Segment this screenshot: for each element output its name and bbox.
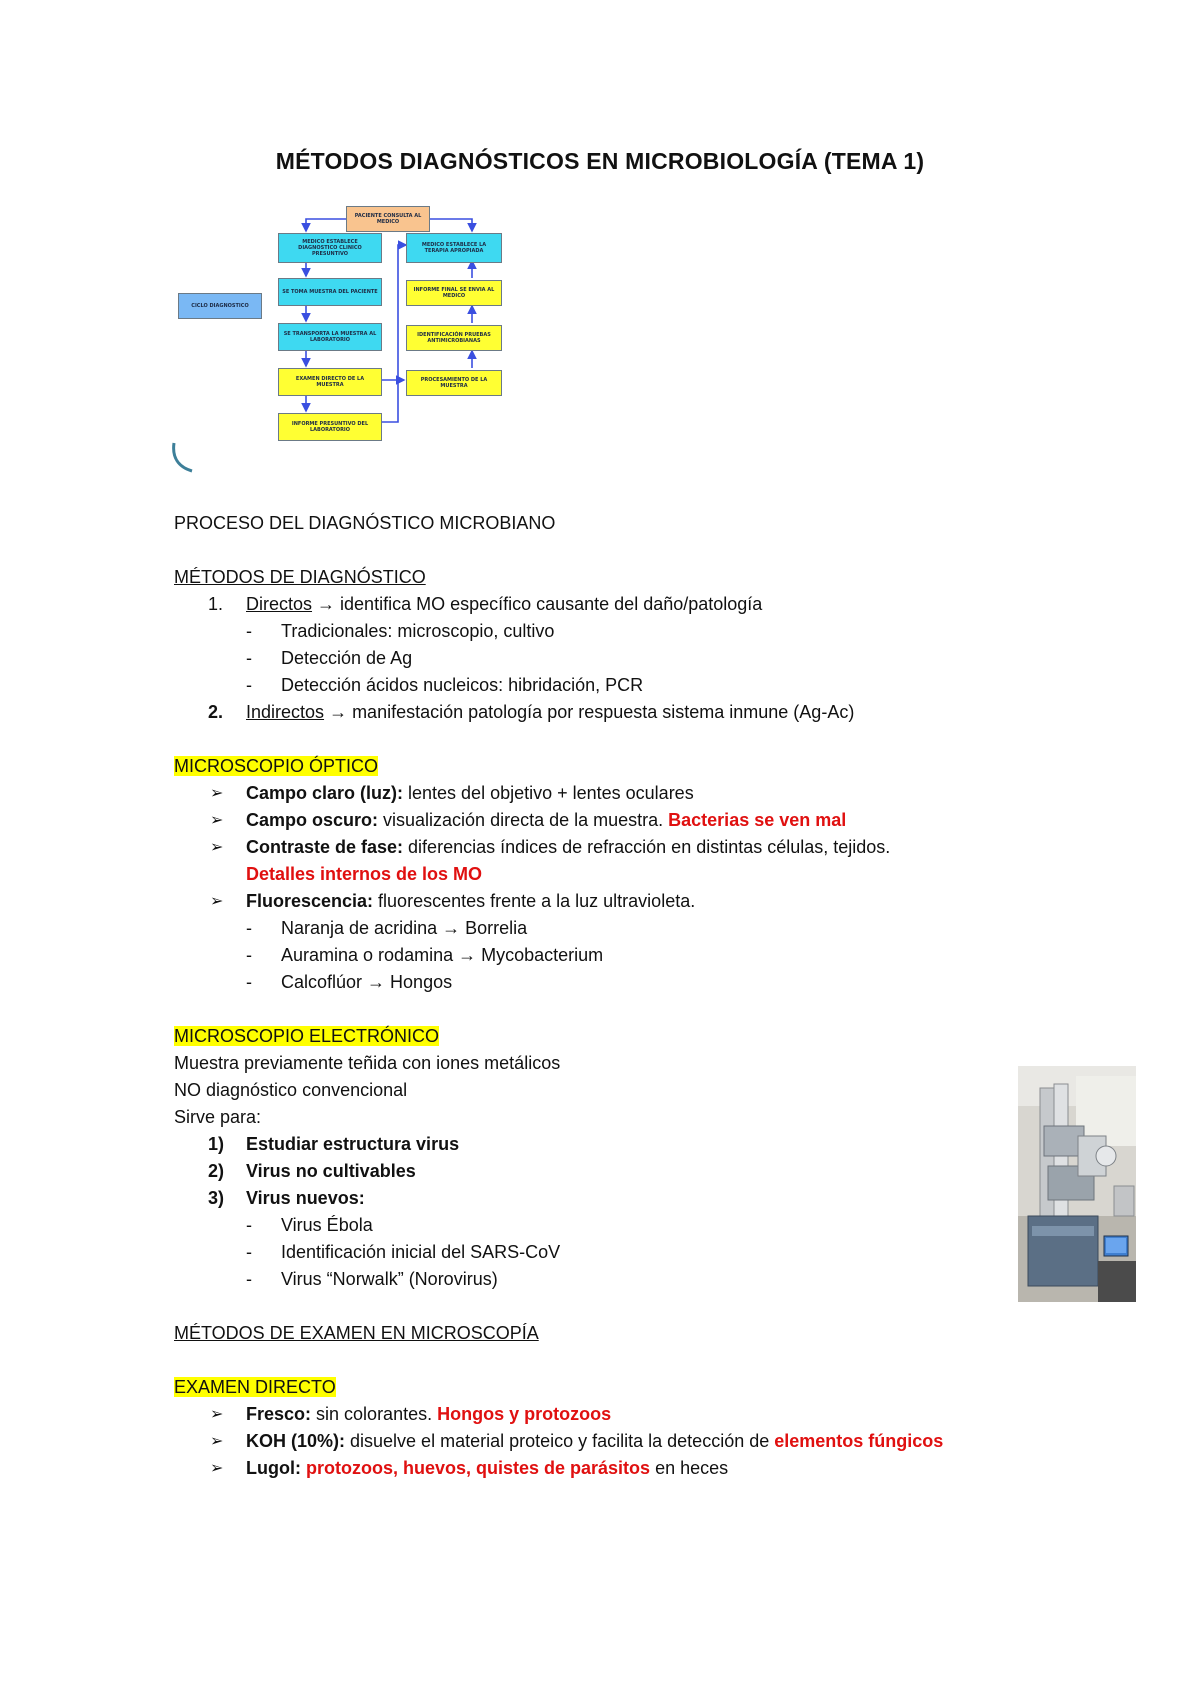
list-item: ➢ Campo claro (luz): lentes del objetivo + lentes oculares [174, 780, 1074, 807]
box-identificacion: IDENTIFICACIÓN PRUEBAS ANTIMICROBIANAS [406, 325, 502, 351]
list-item: ➢ KOH (10%): disuelve el material proteico y facilita la detección de elementos fúngicos [174, 1428, 1074, 1455]
bullet-arrow-icon: ➢ [210, 1406, 224, 1423]
box-procesamiento: PROCESAMIENTO DE LA MUESTRA [406, 370, 502, 396]
list-item: - Naranja de acridina → Borrelia [246, 918, 528, 938]
bullet-arrow-icon: ➢ [210, 785, 224, 802]
list-item-continuation: Detalles internos de los MO [246, 864, 483, 884]
arrow-icon: → [317, 594, 336, 614]
optico-heading: MICROSCOPIO ÓPTICO [174, 756, 379, 776]
box-transporta-muestra: SE TRANSPORTA LA MUESTRA AL LABORATORIO [278, 323, 382, 351]
optico-heading-row [174, 753, 1074, 780]
directos-label: Directos [246, 594, 313, 614]
list-item: ➢ Fluorescencia: fluorescentes frente a la luz ultravioleta. [174, 888, 1074, 915]
list-item: ➢ Campo oscuro: visualización directa de la muestra. Bacterias se ven mal [174, 807, 1074, 834]
page-title: MÉTODOS DIAGNÓSTICOS EN MICROBIOLOGÍA (TEMA 1) [275, 148, 925, 174]
bullet-arrow-icon: ➢ [210, 812, 224, 829]
electronico-heading-row [174, 1023, 1074, 1050]
list-item: - Identificación inicial del SARS-CoV [246, 1242, 561, 1262]
list-item: 1) Estudiar estructura virus [208, 1134, 460, 1154]
indirectos-item: 2. Indirectos → manifestación patología por respuesta sistema inmune (Ag-Ac) [208, 702, 855, 722]
text-line: Muestra previamente teñida con iones metálicos [174, 1053, 561, 1073]
list-item: ➢ Lugol: protozoos, huevos, quistes de parásitos en heces [174, 1455, 1074, 1482]
document-body [174, 510, 1074, 1482]
examen-heading: MÉTODOS DE EXAMEN EN MICROSCOPÍA [174, 1323, 539, 1343]
examen-directo-heading-row [174, 1374, 1074, 1401]
list-item: 3) Virus nuevos: [208, 1188, 365, 1208]
box-toma-muestra: SE TOMA MUESTRA DEL PACIENTE [278, 278, 382, 306]
list-item: - Detección de Ag [246, 648, 413, 668]
bullet-arrow-icon: ➢ [210, 1460, 224, 1477]
directos-item: 1. Directos → identifica MO específico causante del daño/patología [208, 594, 763, 614]
metodos-heading: MÉTODOS DE DIAGNÓSTICO [174, 567, 426, 587]
arrow-icon: → [442, 918, 461, 938]
box-examen-directo: EXAMEN DIRECTO DE LA MUESTRA [278, 368, 382, 396]
box-informe-presuntivo: INFORME PRESUNTIVO DEL LABORATORIO [278, 413, 382, 441]
list-item: 2) Virus no cultivables [208, 1161, 416, 1181]
arrow-icon: → [458, 945, 477, 965]
list-item: ➢ Fresco: sin colorantes. Hongos y protozoos [174, 1401, 1074, 1428]
list-item: - Virus Ébola [246, 1215, 373, 1235]
box-ciclo-diagnostico: CICLO DIAGNOSTICO [178, 293, 262, 319]
proceso-heading: PROCESO DEL DIAGNÓSTICO MICROBIANO [174, 513, 556, 533]
bullet-arrow-icon: ➢ [210, 893, 224, 910]
box-diagnostico-presuntivo: MEDICO ESTABLECE DIAGNOSTICO CLINICO PRESUNTIVO [278, 233, 382, 263]
bullet-arrow-icon: ➢ [210, 1433, 224, 1450]
list-item: - Tradicionales: microscopio, cultivo [246, 621, 555, 641]
box-paciente-consulta: PACIENTE CONSULTA AL MEDICO [346, 206, 430, 232]
indirectos-label: Indirectos [246, 702, 325, 722]
list-item: - Calcoflúor → Hongos [246, 972, 453, 992]
list-item: - Auramina o rodamina → Mycobacterium [246, 945, 604, 965]
text-line: Sirve para: [174, 1107, 262, 1127]
box-terapia-apropiada: MEDICO ESTABLECE LA TERAPIA APROPIADA [406, 233, 502, 263]
list-item: - Virus “Norwalk” (Norovirus) [246, 1269, 498, 1289]
arrow-icon: → [367, 972, 386, 992]
arrow-icon: → [329, 702, 348, 722]
diagnostic-cycle-diagram [172, 205, 514, 475]
list-item: - Detección ácidos nucleicos: hibridación, PCR [246, 675, 644, 695]
bullet-arrow-icon: ➢ [210, 839, 224, 856]
list-item: ➢ Contraste de fase: diferencias índices de refracción en distintas células, tejidos. [174, 834, 1074, 861]
microscope-illustration [1018, 1066, 1136, 1302]
electron-microscope-photo [1018, 1066, 1136, 1302]
box-informe-final: INFORME FINAL SE ENVIA AL MEDICO [406, 280, 502, 306]
examen-directo-heading: EXAMEN DIRECTO [174, 1377, 336, 1397]
electronico-heading: MICROSCOPIO ELECTRÓNICO [174, 1026, 440, 1046]
text-line: NO diagnóstico convencional [174, 1080, 408, 1100]
